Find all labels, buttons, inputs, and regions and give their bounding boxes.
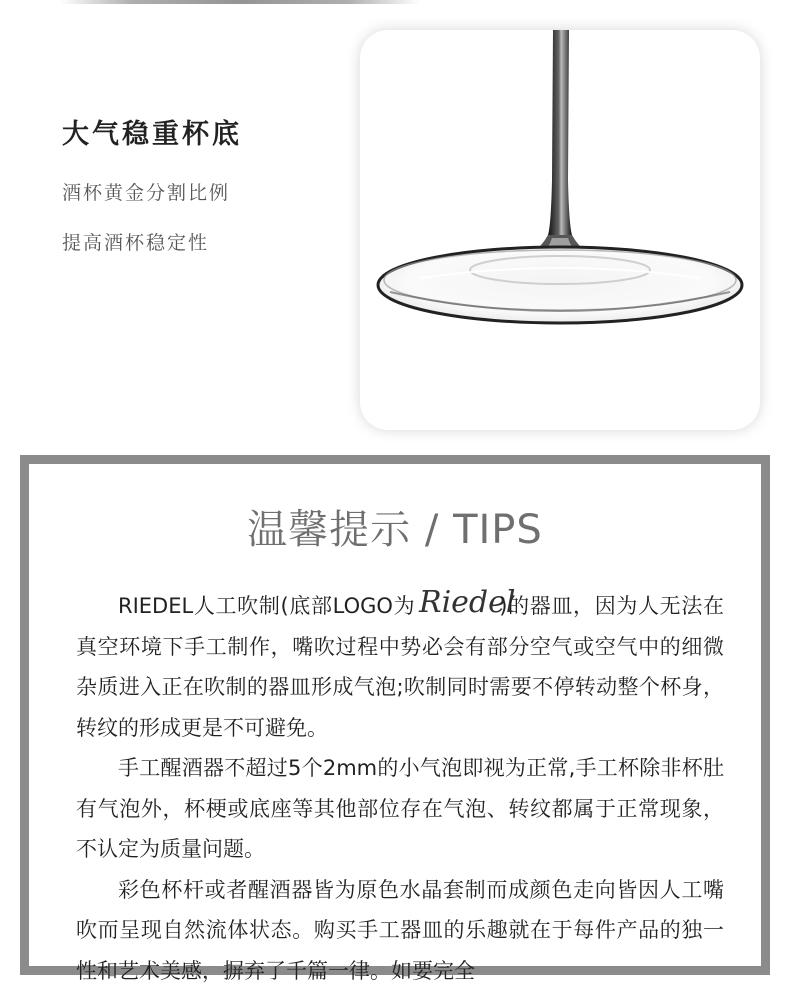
product-image-edge	[60, 0, 420, 4]
feature-line-ratio: 酒杯黄金分割比例	[62, 178, 230, 205]
glass-base-photo	[360, 30, 760, 430]
riedel-logo-text: Riedel	[418, 585, 516, 620]
feature-line-stability: 提高酒杯稳定性	[62, 228, 209, 255]
tips-paragraph-3: 彩色杯杆或者醒酒器皆为原色水晶套制而成颜色走向皆因人工嘴吹而呈现自然流体状态。购买手工器皿的乐趣就在于每件产品的独一性和艺术美感，摒弃了千篇一律。如要完全	[76, 870, 724, 991]
feature-title: 大气稳重杯底	[62, 112, 242, 151]
tips-panel	[20, 455, 770, 975]
tips-paragraph-2: 手工醒酒器不超过5个2mm的小气泡即视为正常,手工杯除非杯肚有气泡外，杯梗或底座等其他部位存在气泡、转纹都属于正常现象，不认定为质量问题。	[76, 748, 724, 870]
wine-glass-base-illustration	[360, 30, 760, 430]
tips-p1-before-logo: RIEDEL人工吹制(底部LOGO为	[118, 594, 415, 618]
tips-body	[76, 586, 724, 991]
riedel-logo-signature	[417, 578, 497, 622]
tips-title: 温馨提示 / TIPS	[29, 498, 761, 555]
tips-p1-after-logo: )的器皿，因为人无法在真空环境下手工制作，嘴吹过程中势必会有部分空气或空气中的细微杂质进入正在吹制的器皿形成气泡;吹制同时需要不停转动整个杯身，转纹的形成更是不可避免。	[76, 594, 724, 740]
tips-paragraph-1	[76, 586, 724, 748]
